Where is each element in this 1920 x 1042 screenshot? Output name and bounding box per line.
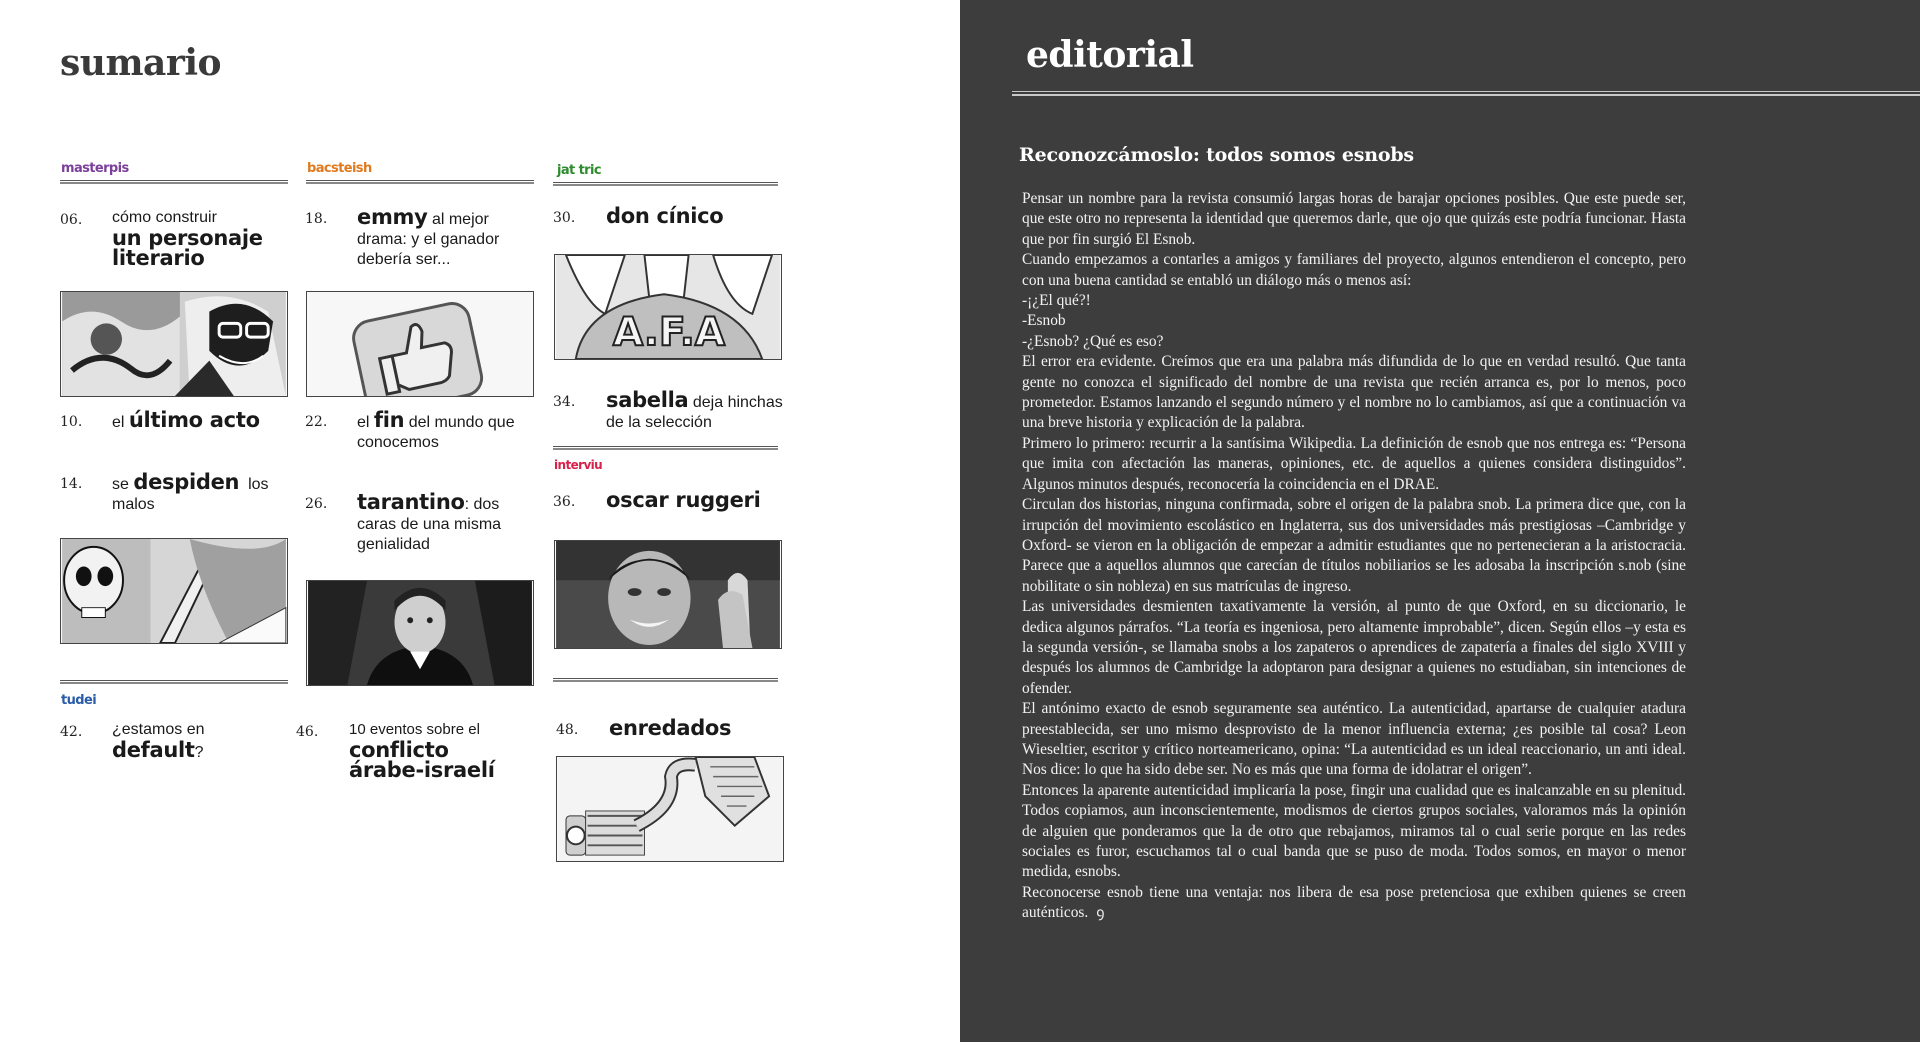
entry-title bbox=[112, 208, 282, 268]
paragraph: Circulan dos historias, ninguna confirmada, sobre el origen de la palabra snob. La primera dice que, con la irrupción del movimiento escolástico en Inglaterra, sus dos universidades más prestigiosas –Cambridge y Oxford- se vieron en la obligación de empezar a admitir estudiantes que no pertenecieran a la aristocracia. Parece que a aquellos alumnos que carecían de títulos nobiliarios se les adosaba la inscripción s.nob (sine nobilitate o sin nobleza) en sus matrículas de ingreso. bbox=[1022, 496, 1686, 595]
entry-bold: un personaje literario bbox=[112, 226, 263, 270]
entry-bold: don cínico bbox=[606, 204, 724, 228]
section-label: bacsteish bbox=[307, 161, 372, 176]
entry-title bbox=[112, 410, 292, 433]
paragraph: Entonces la aparente autenticidad implicaría la pose, fingir una cualidad que es inalcanzable en su plenitud. Todos copiamos, aun inconscientemente, modismos de ciertos grupos sociales, valoramos más la opinión de alguien que ponderamos que la de otro que rebajamos, miramos tal o cual serie porque en las redes sociales es furor, escuchamos tal o cual banda que se puso de moda. Todos somos, en mayor o menor medida, esnobs. bbox=[1022, 781, 1686, 881]
paragraph: El antónimo exacto de esnob seguramente sea auténtico. La autenticidad, apartarse de cualquier atadura preestablecida, ser uno mismo desprovisto de la menor influencia externa; ¿es posible tal cosa? Leon Wieseltier, escritor y crítico norteamericano, opina: “La autenticidad es un ideal reaccionario, un anti ideal. Nos dice: lo que ha sido debe ser. No es más que una forma de idolatrar el origen”. bbox=[1022, 700, 1686, 779]
entry-post: del mundo que conocemos bbox=[357, 414, 515, 451]
editorial-body bbox=[1022, 189, 1686, 925]
entry-pre: cómo construir bbox=[112, 209, 217, 226]
image-personaje-literario[interactable] bbox=[60, 291, 288, 397]
paragraph: Pensar un nombre para la revista consumió largas horas de barajar opciones posibles. Que este puede ser, que este otro no representa la identidad que queremos darle, que ojo que quizás este podría funcionar. Hasta que por fin surgió El Esnob. bbox=[1022, 190, 1686, 248]
section-rule bbox=[553, 182, 778, 186]
entry-number: 42. bbox=[60, 724, 83, 740]
section-rule bbox=[60, 680, 288, 684]
entry-title bbox=[606, 490, 760, 513]
section-masterpis[interactable] bbox=[60, 160, 288, 184]
entry-pre: 10 eventos sobre el bbox=[349, 721, 480, 738]
paragraph: Reconocerse esnob tiene una ventaja: nos libera de esa pose pretenciosa que exhiben quienes se creen auténticos. bbox=[1022, 883, 1686, 922]
image-tarantino[interactable] bbox=[306, 580, 534, 686]
end-mark-icon: ꝯ bbox=[1096, 906, 1105, 922]
entry-number: 14. bbox=[60, 476, 83, 492]
entry-bold: sabella bbox=[606, 388, 689, 412]
paragraph: -Esnob bbox=[1022, 312, 1066, 330]
entry-bold: conflicto árabe-israelí bbox=[349, 738, 495, 782]
entry-number: 34. bbox=[553, 394, 576, 410]
image-despiden-malos[interactable] bbox=[60, 538, 288, 644]
entry-bold: fin bbox=[373, 408, 405, 432]
paragraph: Las universidades desmienten taxativamente la versión, al punto de que Oxford, en su diccionario, le dedica algunos párrafos. “La teoría es ingeniosa, pero altamente improbable”, dicen. Según ellos –y esta es la segunda versión-, se llamaba snobs a los zapateros o aprendices de zapatería a finales del siglo XVIII y después los alumnos de Cambridge la adoptaron para designar a quienes no estudiaban, sin intenciones de ofender. bbox=[1022, 598, 1686, 697]
entry-title bbox=[606, 206, 723, 229]
entry-post: ? bbox=[194, 744, 204, 761]
entry-bold: enredados bbox=[609, 716, 732, 740]
entry-title bbox=[112, 472, 292, 515]
image-afa[interactable] bbox=[554, 254, 782, 360]
entry-pre: el bbox=[112, 414, 129, 431]
section-label: masterpis bbox=[61, 161, 129, 176]
entry-title bbox=[112, 720, 282, 763]
paragraph: El error era evidente. Creímos que era una palabra más difundida de lo que en verdad resultó. Que tanta gente no conozca el significado del nombre de una revista que recién arranca es, por lo menos, poco prometedor. Estamos lanzando el segundo número y el nombre no lo cambiamos, así que a continuación va una breve historia y explicación de la palabra. bbox=[1022, 353, 1686, 432]
entry-bold: emmy bbox=[357, 205, 428, 229]
entry-bold: tarantino bbox=[357, 490, 465, 514]
section-rule bbox=[553, 678, 778, 682]
section-jat-tric[interactable] bbox=[553, 162, 778, 186]
entry-number: 26. bbox=[305, 496, 328, 512]
section-interviu[interactable] bbox=[553, 446, 778, 474]
entry-number: 30. bbox=[553, 210, 576, 226]
entry-number: 48. bbox=[556, 722, 579, 738]
entry-bold: último acto bbox=[128, 408, 260, 432]
section-rule bbox=[553, 446, 778, 450]
section-tudei[interactable] bbox=[60, 680, 288, 710]
entry-pre: se bbox=[112, 476, 134, 493]
image-oscar-ruggeri[interactable] bbox=[554, 540, 782, 649]
entry-number: 18. bbox=[305, 211, 328, 227]
section-rule bbox=[60, 180, 288, 184]
entry-number: 36. bbox=[553, 494, 576, 510]
entry-post: los malos bbox=[112, 476, 273, 513]
editorial-title: editorial bbox=[1026, 34, 1194, 76]
photo-ruggeri bbox=[555, 541, 781, 648]
entry-title bbox=[357, 410, 537, 453]
illustration-afa-crest bbox=[555, 255, 781, 359]
illustration-cable-reel bbox=[557, 757, 783, 861]
section-rule bbox=[306, 180, 534, 184]
entry-title bbox=[349, 720, 529, 780]
entry-title bbox=[609, 718, 731, 741]
section-rule-enredados bbox=[553, 678, 778, 682]
thumbs-up-icon bbox=[307, 292, 533, 396]
entry-number: 46. bbox=[296, 724, 319, 740]
paragraph: Primero lo primero: recurrir a la santísima Wikipedia. La definición de esnob que nos entrega es: “Persona que imita con afectación las maneras, opiniones, etc. de aquellos a quienes considera distinguidos”. Algunos minutos después, reconocería la coincidencia en el DRAE. bbox=[1022, 434, 1686, 493]
entry-post: : dos caras de una misma genialidad bbox=[357, 496, 502, 553]
editorial-page bbox=[960, 0, 1920, 1042]
section-bacsteish[interactable] bbox=[306, 160, 534, 184]
entry-title bbox=[606, 390, 786, 433]
paragraph: Cuando empezamos a contarles a amigos y familiares del proyecto, algunos entendieron el concepto, pero con una buena cantidad se entabló un diálogo más o menos así: bbox=[1022, 251, 1686, 289]
image-enredados[interactable] bbox=[556, 756, 784, 862]
entry-post: deja hinchas de la selección bbox=[606, 394, 783, 431]
entry-bold: oscar ruggeri bbox=[606, 488, 761, 512]
entry-number: 06. bbox=[60, 212, 83, 228]
editorial-heading: Reconozcámoslo: todos somos esnobs bbox=[1019, 144, 1414, 166]
illustration-tarantino bbox=[307, 581, 533, 685]
entry-bold: despiden bbox=[133, 470, 240, 494]
title-rule bbox=[1012, 91, 1920, 96]
section-label: interviu bbox=[554, 458, 603, 472]
illustration-faces bbox=[61, 292, 287, 396]
entry-bold: default bbox=[112, 738, 195, 762]
illustration-skull bbox=[61, 539, 287, 643]
entry-number: 10. bbox=[60, 414, 83, 430]
page-title: sumario bbox=[60, 42, 222, 84]
afa-lettering: A.F.A bbox=[612, 310, 726, 356]
paragraph: -¿Esnob? ¿Qué es eso? bbox=[1022, 332, 1164, 350]
section-label: tudei bbox=[61, 693, 97, 708]
entry-title bbox=[357, 492, 537, 555]
section-label: jat tric bbox=[557, 163, 601, 178]
image-emmy-like[interactable] bbox=[306, 291, 534, 397]
entry-pre: el bbox=[357, 414, 374, 431]
entry-title bbox=[357, 207, 537, 270]
paragraph: -¡¿El qué?! bbox=[1022, 292, 1091, 310]
entry-post: al mejor drama: y el ganador debería ser... bbox=[357, 211, 500, 268]
entry-number: 22. bbox=[305, 414, 328, 430]
paragraph-last bbox=[1022, 883, 1686, 925]
entry-pre: ¿estamos en bbox=[112, 721, 205, 738]
